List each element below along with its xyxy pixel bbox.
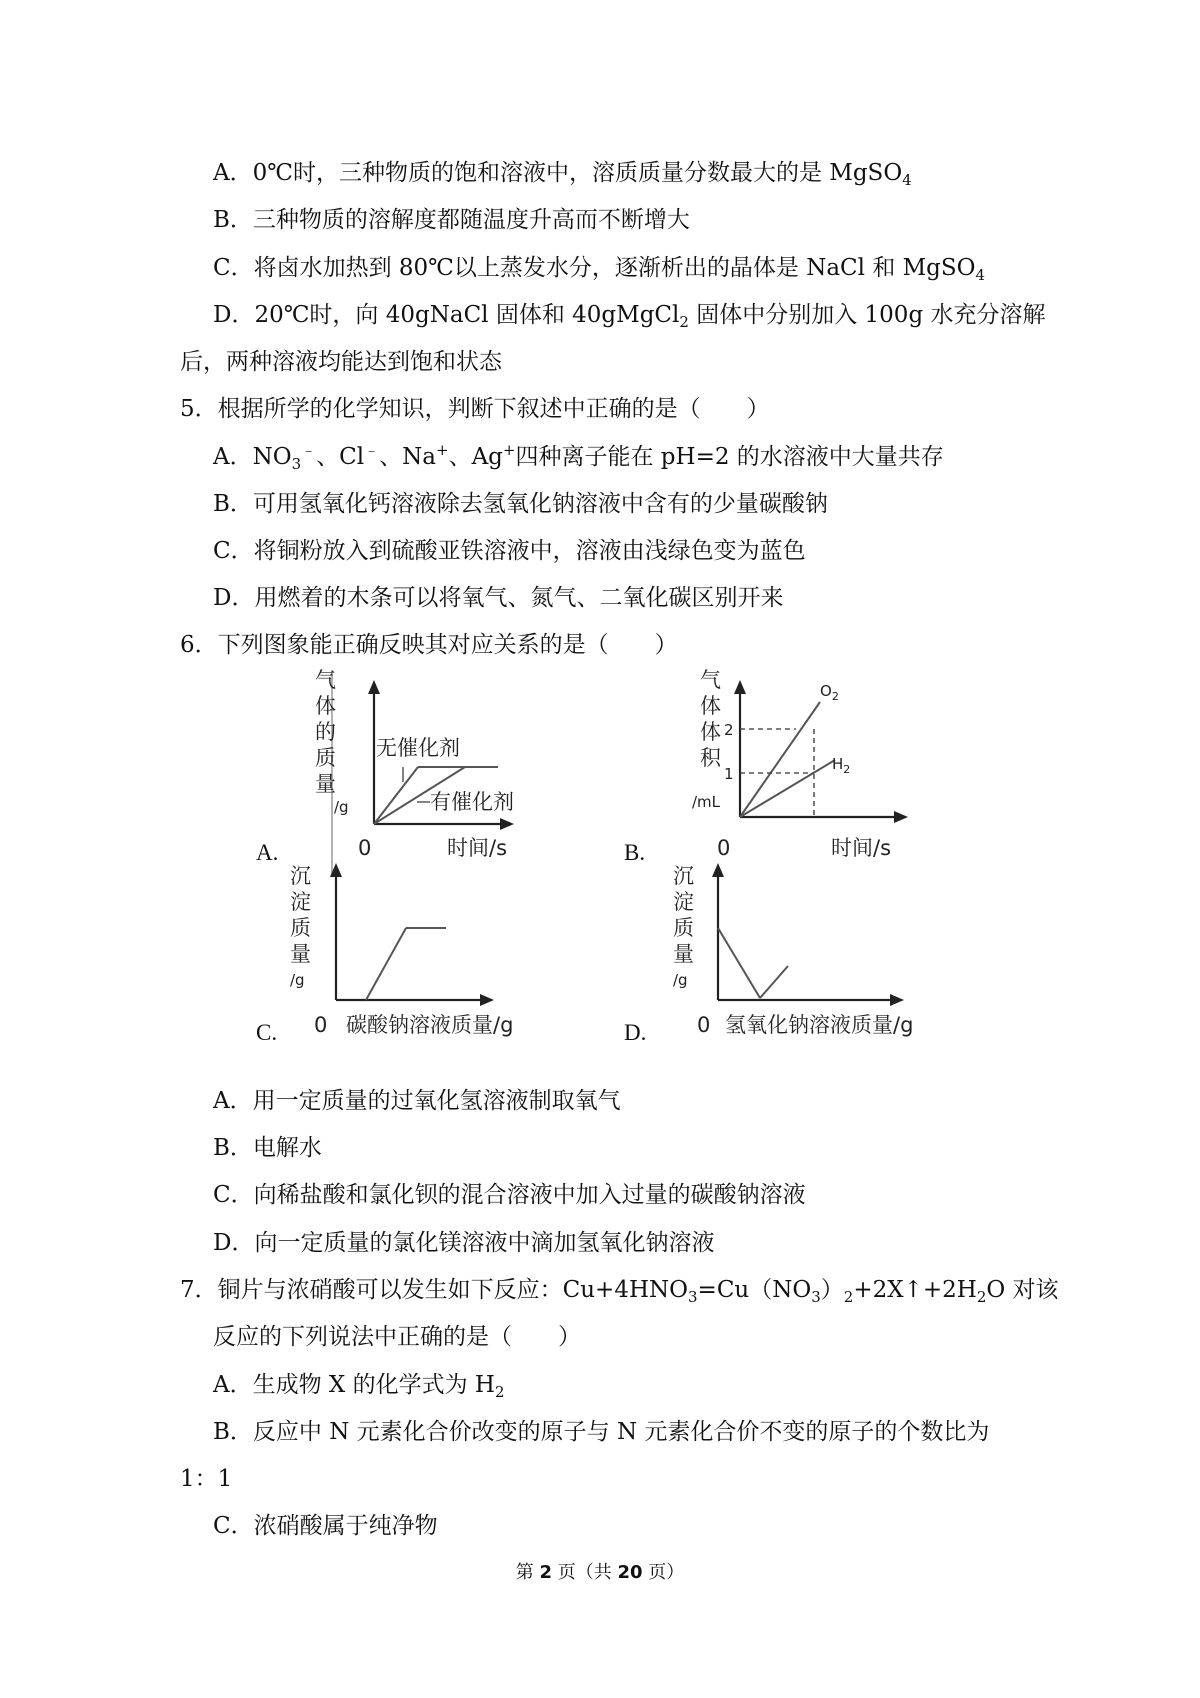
graph-b-label-o2: $O_2$ [820,682,839,703]
q7-option-c: C．浓硝酸属于纯净物 [213,1513,438,1539]
graph-a-label-no-catalyst: 无催化剂 [376,736,460,760]
graph-a [256,668,570,876]
graph-d-origin: 0 [697,1013,711,1037]
q4-option-d: D．20℃时，向 40gNaCl 固体和 40gMgCl$_2$ 固体中分别加入 100g 水充分溶解 [213,302,1046,331]
graph-d-ylabel-2: 淀 [673,890,694,914]
q5-option-b: B．可用氢氧化钙溶液除去氢氧化钠溶液中含有的少量碳酸钠 [213,491,828,517]
q4-option-b: B．三种物质的溶解度都随温度升高而不断增大 [213,207,690,233]
graph-d-ylabel-unit: /g [673,971,688,989]
graph-b-ylabel-unit: /mL [692,793,721,811]
q7-option-b-cont: 1：1 [180,1466,233,1492]
page-footer: 第 2 页（共 20 页） [515,1562,685,1583]
q7-stem-cont: 反应的下列说法中正确的是（ ） [213,1324,581,1350]
q6-option-a: A．用一定质量的过氧化氢溶液制取氧气 [213,1088,621,1114]
graph-a-label-catalyst: 有催化剂 [430,790,514,814]
graph-d-letter: D. [624,1020,647,1045]
graph-a-ylabel-1: 气 [315,668,336,692]
q5-option-a: A．$NO_3^﹣$、Cl﹣、Na+、Ag+四种离子能在 pH=2 的水溶液中大量共存 [213,441,944,473]
graph-a-origin: 0 [358,836,372,860]
graph-a-ylabel-5: 量 [315,772,336,796]
graph-d-xlabel: 氢氧化钠溶液质量/g [725,1013,914,1037]
q6-option-d: D．向一定质量的氯化镁溶液中滴加氢氧化钠溶液 [213,1230,715,1256]
graph-b-ylabel-1: 气 [700,668,721,692]
q7-stem: 7．铜片与浓硝酸可以发生如下反应：$Cu+4HNO_3=Cu(NO_3)_2+2X↑+2H_2O$ 对该 [180,1277,1059,1306]
graph-b-label-h2: $H_2$ [832,755,851,776]
graph-b-letter: B. [624,840,646,865]
graph-a-xlabel: 时间/s [447,836,508,860]
q4-option-c: C．将卤水加热到 80℃以上蒸发水分，逐渐析出的晶体是 NaCl 和 MgSO$_4$ [213,255,986,284]
graph-c-xlabel: 碳酸钠溶液质量/g [346,1013,514,1037]
graph-c-ylabel-2: 淀 [290,890,311,914]
graph-d [624,864,980,1072]
q7-option-a: A．生成物 X 的化学式为 $H_2$ [213,1372,505,1401]
graph-a-letter: A. [256,840,279,865]
graph-c-letter: C. [256,1020,278,1045]
graph-b-ylabel-4: 积 [700,746,721,770]
q6-option-c: C．向稀盐酸和氯化钡的混合溶液中加入过量的碳酸钠溶液 [213,1182,806,1208]
q5-option-c: C．将铜粉放入到硫酸亚铁溶液中，溶液由浅绿色变为蓝色 [213,538,806,564]
q5-option-d: D．用燃着的木条可以将氧气、氮气、二氧化碳区别开来 [213,585,784,611]
graph-b-ylabel-2: 体 [700,694,721,718]
graph-b-tick-2: 2 [724,721,734,739]
q7-option-b: B．反应中 N 元素化合价改变的原子与 N 元素化合价不变的原子的个数比为 [213,1419,990,1445]
graph-b-ylabel-3: 体 [700,720,721,744]
graph-b [624,668,980,876]
graph-c-ylabel-unit: /g [290,971,305,989]
graph-c-ylabel-1: 沉 [290,864,311,888]
graph-d-ylabel-1: 沉 [673,864,694,888]
graph-a-ylabel-unit: /g [334,798,349,816]
graph-c [256,864,570,1072]
graph-d-ylabel-4: 量 [673,942,694,966]
q6-option-b: B．电解水 [213,1135,322,1161]
graph-d-ylabel-3: 质 [673,916,694,940]
graph-a-ylabel-3: 的 [315,720,336,744]
graph-b-origin: 0 [717,836,731,860]
graph-b-xlabel: 时间/s [831,836,892,860]
graph-a-ylabel-4: 质 [315,746,336,770]
graph-c-ylabel-4: 量 [290,942,311,966]
q6-stem: 6．下列图象能正确反映其对应关系的是（ ） [180,632,678,658]
q4-option-d-cont: 后，两种溶液均能达到饱和状态 [180,349,502,375]
graph-a-ylabel-2: 体 [315,694,336,718]
graph-b-tick-1: 1 [724,765,734,783]
q4-option-a: A．0℃时，三种物质的饱和溶液中，溶质质量分数最大的是 MgSO$_4$ [213,160,912,189]
graph-c-origin: 0 [314,1013,328,1037]
graph-c-ylabel-3: 质 [290,916,311,940]
q5-stem: 5．根据所学的化学知识，判断下叙述中正确的是（ ） [180,396,770,422]
